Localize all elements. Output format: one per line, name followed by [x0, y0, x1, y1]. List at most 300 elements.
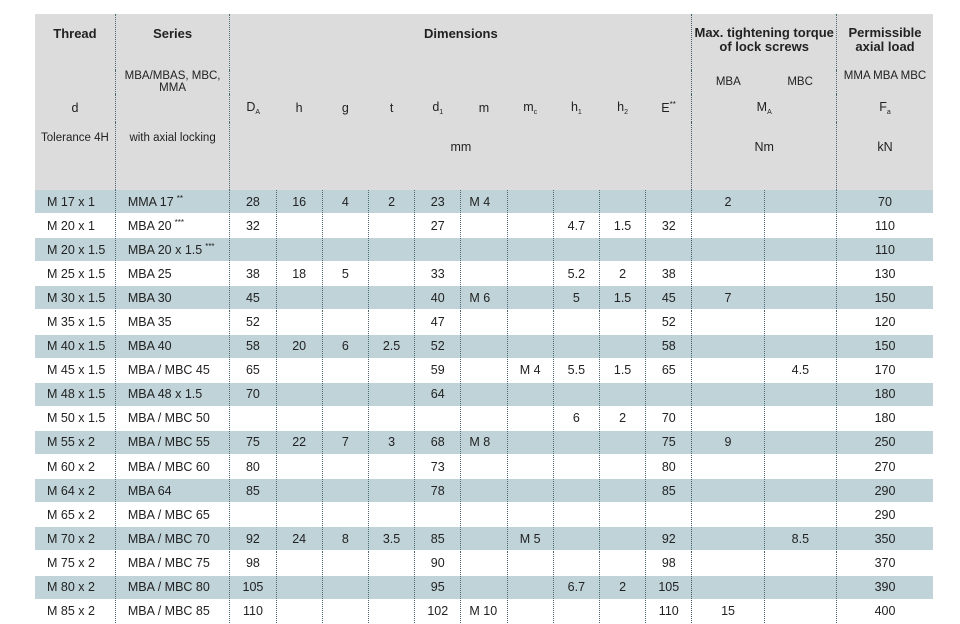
header-dim-g: g: [322, 94, 368, 122]
cell-h2: 2: [599, 406, 645, 430]
cell-fa: 110: [837, 214, 934, 238]
header-mbc: MBC: [764, 70, 836, 94]
cell-thread: M 80 x 2: [35, 575, 115, 599]
header-dim-h2: $h_2$: [599, 94, 645, 122]
header-dim-m: m: [461, 94, 507, 122]
header-unit-mm: mm: [230, 122, 692, 190]
cell-t: [368, 262, 414, 286]
cell-h2: [599, 430, 645, 454]
cell-t: [368, 310, 414, 334]
cell-d1: 95: [415, 575, 461, 599]
cell-da: 58: [230, 334, 276, 358]
cell-mbc: [764, 430, 836, 454]
header-series: Series: [115, 14, 230, 70]
cell-fa: 400: [837, 599, 934, 623]
cell-series: MBA / MBC 65: [115, 503, 230, 527]
cell-h2: 1.5: [599, 286, 645, 310]
cell-d1: 59: [415, 358, 461, 382]
cell-series: MBA / MBC 75: [115, 551, 230, 575]
cell-e: 80: [646, 455, 692, 479]
cell-m: M 10: [461, 599, 507, 623]
table-row: [35, 334, 933, 358]
cell-h1: [553, 599, 599, 623]
cell-h: [276, 551, 322, 575]
header-permissible-load: Permissible axial load: [837, 14, 934, 70]
cell-thread: M 30 x 1.5: [35, 286, 115, 310]
cell-mba: [692, 334, 764, 358]
cell-thread: M 55 x 2: [35, 430, 115, 454]
cell-thread: M 35 x 1.5: [35, 310, 115, 334]
cell-thread: M 17 x 1: [35, 190, 115, 214]
cell-m: [461, 527, 507, 551]
cell-d1: [415, 406, 461, 430]
cell-m: [461, 238, 507, 262]
cell-h: [276, 238, 322, 262]
cell-e: 92: [646, 527, 692, 551]
cell-e: 58: [646, 334, 692, 358]
cell-mc: M 5: [507, 527, 553, 551]
cell-d1: [415, 238, 461, 262]
cell-m: [461, 214, 507, 238]
cell-mc: [507, 310, 553, 334]
cell-mc: [507, 334, 553, 358]
cell-thread: M 50 x 1.5: [35, 406, 115, 430]
cell-h: [276, 455, 322, 479]
cell-mba: [692, 382, 764, 406]
cell-mbc: 4.5: [764, 358, 836, 382]
cell-m: [461, 334, 507, 358]
cell-mbc: [764, 551, 836, 575]
header-thread: Thread: [35, 14, 115, 70]
cell-d1: 85: [415, 527, 461, 551]
cell-t: 2: [368, 190, 414, 214]
cell-h2: [599, 599, 645, 623]
header-d: d: [35, 94, 115, 122]
cell-mba: 15: [692, 599, 764, 623]
cell-da: 38: [230, 262, 276, 286]
cell-t: [368, 599, 414, 623]
cell-mba: [692, 575, 764, 599]
cell-e: 75: [646, 430, 692, 454]
cell-da: 98: [230, 551, 276, 575]
cell-h1: [553, 527, 599, 551]
cell-fa: 390: [837, 575, 934, 599]
header-unit-nm: Nm: [692, 122, 837, 190]
cell-t: [368, 382, 414, 406]
cell-g: [322, 310, 368, 334]
header-dim-mc: $m_c$: [507, 94, 553, 122]
table-row: [35, 310, 933, 334]
cell-t: [368, 479, 414, 503]
cell-da: [230, 406, 276, 430]
table-row: [35, 575, 933, 599]
cell-thread: M 65 x 2: [35, 503, 115, 527]
cell-h: 20: [276, 334, 322, 358]
cell-mba: 9: [692, 430, 764, 454]
cell-mba: [692, 455, 764, 479]
table-row: [35, 214, 933, 238]
cell-h2: [599, 503, 645, 527]
cell-h1: [553, 310, 599, 334]
cell-e: 65: [646, 358, 692, 382]
header-dim-e: E**: [646, 94, 692, 122]
table-row: [35, 599, 933, 623]
cell-d1: 78: [415, 479, 461, 503]
cell-da: 75: [230, 430, 276, 454]
cell-fa: 270: [837, 455, 934, 479]
cell-g: [322, 214, 368, 238]
cell-da: 52: [230, 310, 276, 334]
cell-mc: [507, 214, 553, 238]
cell-h: 24: [276, 527, 322, 551]
cell-mbc: [764, 503, 836, 527]
cell-mc: [507, 503, 553, 527]
table-row: [35, 358, 933, 382]
header-dim-d1: $d_1$: [415, 94, 461, 122]
cell-mba: [692, 406, 764, 430]
cell-m: [461, 551, 507, 575]
cell-h2: [599, 527, 645, 551]
cell-fa: 130: [837, 262, 934, 286]
cell-da: 45: [230, 286, 276, 310]
cell-da: 92: [230, 527, 276, 551]
cell-h2: 1.5: [599, 214, 645, 238]
cell-h1: 5.5: [553, 358, 599, 382]
cell-h1: 5: [553, 286, 599, 310]
cell-e: 45: [646, 286, 692, 310]
cell-mc: [507, 238, 553, 262]
cell-t: [368, 406, 414, 430]
cell-m: [461, 382, 507, 406]
table-row: [35, 190, 933, 214]
cell-h: [276, 406, 322, 430]
cell-thread: M 48 x 1.5: [35, 382, 115, 406]
cell-mbc: [764, 310, 836, 334]
cell-da: [230, 503, 276, 527]
table-row: [35, 382, 933, 406]
cell-thread: M 20 x 1: [35, 214, 115, 238]
cell-fa: 350: [837, 527, 934, 551]
cell-h1: [553, 551, 599, 575]
cell-h: [276, 382, 322, 406]
spec-table-container: [35, 14, 933, 624]
cell-h1: 4.7: [553, 214, 599, 238]
cell-fa: 180: [837, 406, 934, 430]
cell-m: M 8: [461, 430, 507, 454]
cell-m: M 4: [461, 190, 507, 214]
table-header: [35, 14, 933, 190]
cell-thread: M 85 x 2: [35, 599, 115, 623]
cell-g: [322, 455, 368, 479]
cell-h1: 5.2: [553, 262, 599, 286]
cell-mbc: [764, 286, 836, 310]
cell-t: [368, 503, 414, 527]
cell-e: 110: [646, 599, 692, 623]
cell-series: MBA 35: [115, 310, 230, 334]
cell-mbc: [764, 262, 836, 286]
cell-da: 32: [230, 214, 276, 238]
footnote-mark: ***: [174, 218, 184, 228]
cell-fa: 290: [837, 479, 934, 503]
cell-g: [322, 238, 368, 262]
cell-h2: [599, 310, 645, 334]
cell-mba: 7: [692, 286, 764, 310]
cell-t: [368, 286, 414, 310]
cell-t: [368, 455, 414, 479]
cell-h1: [553, 190, 599, 214]
cell-m: [461, 358, 507, 382]
cell-mbc: [764, 599, 836, 623]
cell-thread: M 60 x 2: [35, 455, 115, 479]
cell-da: 110: [230, 599, 276, 623]
cell-mba: [692, 262, 764, 286]
cell-h: [276, 214, 322, 238]
cell-mba: 2: [692, 190, 764, 214]
cell-g: [322, 286, 368, 310]
cell-fa: 70: [837, 190, 934, 214]
table-row: [35, 262, 933, 286]
cell-da: 105: [230, 575, 276, 599]
cell-mba: [692, 527, 764, 551]
cell-series: MBA / MBC 45: [115, 358, 230, 382]
cell-h2: [599, 334, 645, 358]
cell-h2: [599, 238, 645, 262]
cell-mbc: [764, 214, 836, 238]
cell-fa: 170: [837, 358, 934, 382]
cell-h2: [599, 382, 645, 406]
header-dim-h1: $h_1$: [553, 94, 599, 122]
cell-series: MBA / MBC 85: [115, 599, 230, 623]
cell-g: [322, 358, 368, 382]
cell-d1: 90: [415, 551, 461, 575]
cell-mbc: [764, 479, 836, 503]
cell-e: 85: [646, 479, 692, 503]
cell-t: [368, 551, 414, 575]
cell-h1: [553, 455, 599, 479]
cell-h2: 2: [599, 575, 645, 599]
cell-e: 52: [646, 310, 692, 334]
cell-da: 80: [230, 455, 276, 479]
cell-thread: M 64 x 2: [35, 479, 115, 503]
table-row: [35, 238, 933, 262]
cell-d1: 27: [415, 214, 461, 238]
cell-h: [276, 286, 322, 310]
cell-h2: [599, 551, 645, 575]
cell-mbc: [764, 382, 836, 406]
cell-thread: M 75 x 2: [35, 551, 115, 575]
cell-thread: M 45 x 1.5: [35, 358, 115, 382]
cell-d1: 52: [415, 334, 461, 358]
cell-h: [276, 358, 322, 382]
cell-mba: [692, 503, 764, 527]
cell-mba: [692, 310, 764, 334]
cell-g: 8: [322, 527, 368, 551]
cell-mbc: [764, 238, 836, 262]
cell-m: [461, 503, 507, 527]
cell-da: 85: [230, 479, 276, 503]
cell-h1: [553, 503, 599, 527]
cell-fa: 180: [837, 382, 934, 406]
cell-series: MBA 20 x 1.5 ***: [115, 238, 230, 262]
cell-series: MBA 30: [115, 286, 230, 310]
cell-mbc: [764, 334, 836, 358]
header-unit-row: [35, 122, 933, 190]
cell-t: [368, 358, 414, 382]
cell-mbc: 8.5: [764, 527, 836, 551]
table-row: [35, 406, 933, 430]
header-unit-kn: kN: [837, 122, 934, 190]
cell-g: [322, 406, 368, 430]
cell-mc: [507, 286, 553, 310]
spec-table: [35, 14, 933, 624]
table-body: [35, 190, 933, 623]
cell-e: [646, 382, 692, 406]
cell-h1: [553, 334, 599, 358]
cell-mc: [507, 575, 553, 599]
cell-mc: [507, 262, 553, 286]
cell-g: [322, 479, 368, 503]
cell-h2: 1.5: [599, 358, 645, 382]
cell-h: [276, 503, 322, 527]
cell-g: 5: [322, 262, 368, 286]
cell-fa: 120: [837, 310, 934, 334]
header-dim-h: h: [276, 94, 322, 122]
cell-fa: 110: [837, 238, 934, 262]
cell-d1: 68: [415, 430, 461, 454]
cell-h: [276, 599, 322, 623]
table-row: [35, 551, 933, 575]
cell-d1: [415, 503, 461, 527]
cell-mc: [507, 599, 553, 623]
cell-d1: 33: [415, 262, 461, 286]
cell-mbc: [764, 190, 836, 214]
cell-m: M 6: [461, 286, 507, 310]
cell-fa: 150: [837, 286, 934, 310]
cell-h1: 6: [553, 406, 599, 430]
header-ma: $M_A$: [692, 94, 837, 122]
cell-mba: [692, 214, 764, 238]
cell-e: 38: [646, 262, 692, 286]
cell-mbc: [764, 455, 836, 479]
cell-h: 22: [276, 430, 322, 454]
cell-thread: M 70 x 2: [35, 527, 115, 551]
cell-fa: 250: [837, 430, 934, 454]
cell-da: 28: [230, 190, 276, 214]
cell-h1: [553, 430, 599, 454]
cell-m: [461, 262, 507, 286]
cell-h2: 2: [599, 262, 645, 286]
cell-t: [368, 238, 414, 262]
cell-mbc: [764, 575, 836, 599]
header-dimensions: Dimensions: [230, 14, 692, 70]
table-row: [35, 455, 933, 479]
cell-mba: [692, 358, 764, 382]
cell-h1: [553, 479, 599, 503]
cell-h2: [599, 455, 645, 479]
cell-t: 3.5: [368, 527, 414, 551]
cell-mba: [692, 551, 764, 575]
header-series-types: MBA/MBAS, MBC, MMA: [115, 70, 230, 94]
footnote-mark: **: [176, 193, 183, 203]
cell-g: 6: [322, 334, 368, 358]
cell-g: 4: [322, 190, 368, 214]
cell-h: 16: [276, 190, 322, 214]
cell-e: [646, 190, 692, 214]
footnote-mark: ***: [205, 242, 215, 252]
cell-d1: 102: [415, 599, 461, 623]
cell-mc: [507, 430, 553, 454]
cell-e: [646, 238, 692, 262]
cell-series: MBA / MBC 80: [115, 575, 230, 599]
cell-thread: M 40 x 1.5: [35, 334, 115, 358]
header-dim-da: $D_A$: [230, 94, 276, 122]
cell-g: 7: [322, 430, 368, 454]
cell-t: [368, 214, 414, 238]
cell-mc: [507, 479, 553, 503]
cell-h1: [553, 238, 599, 262]
table-row: [35, 286, 933, 310]
header-tolerance: Tolerance 4H: [35, 122, 115, 190]
cell-fa: 290: [837, 503, 934, 527]
table-row: [35, 479, 933, 503]
cell-m: [461, 479, 507, 503]
cell-mc: [507, 551, 553, 575]
cell-e: [646, 503, 692, 527]
cell-h2: [599, 190, 645, 214]
cell-mc: [507, 382, 553, 406]
header-symbol-row: [35, 94, 933, 122]
cell-series: MMA 17 **: [115, 190, 230, 214]
cell-m: [461, 455, 507, 479]
header-dim-t: t: [368, 94, 414, 122]
cell-d1: 73: [415, 455, 461, 479]
cell-mc: [507, 190, 553, 214]
cell-e: 105: [646, 575, 692, 599]
cell-mc: [507, 406, 553, 430]
cell-series: MBA / MBC 50: [115, 406, 230, 430]
cell-d1: 47: [415, 310, 461, 334]
cell-mbc: [764, 406, 836, 430]
cell-series: MBA 20 ***: [115, 214, 230, 238]
cell-h: 18: [276, 262, 322, 286]
cell-t: 2.5: [368, 334, 414, 358]
cell-thread: M 20 x 1.5: [35, 238, 115, 262]
cell-series: MBA 25: [115, 262, 230, 286]
cell-series: MBA / MBC 55: [115, 430, 230, 454]
cell-series: MBA / MBC 60: [115, 455, 230, 479]
cell-thread: M 25 x 1.5: [35, 262, 115, 286]
table-row: [35, 527, 933, 551]
cell-d1: 64: [415, 382, 461, 406]
cell-h1: [553, 382, 599, 406]
cell-fa: 150: [837, 334, 934, 358]
cell-mba: [692, 238, 764, 262]
cell-h: [276, 479, 322, 503]
cell-e: 98: [646, 551, 692, 575]
table-row: [35, 430, 933, 454]
cell-g: [322, 551, 368, 575]
header-fa: $F_a$: [837, 94, 934, 122]
cell-h: [276, 310, 322, 334]
cell-m: [461, 575, 507, 599]
cell-da: 70: [230, 382, 276, 406]
cell-h2: [599, 479, 645, 503]
table-row: [35, 503, 933, 527]
cell-h: [276, 575, 322, 599]
cell-series: MBA / MBC 70: [115, 527, 230, 551]
cell-g: [322, 503, 368, 527]
cell-m: [461, 310, 507, 334]
